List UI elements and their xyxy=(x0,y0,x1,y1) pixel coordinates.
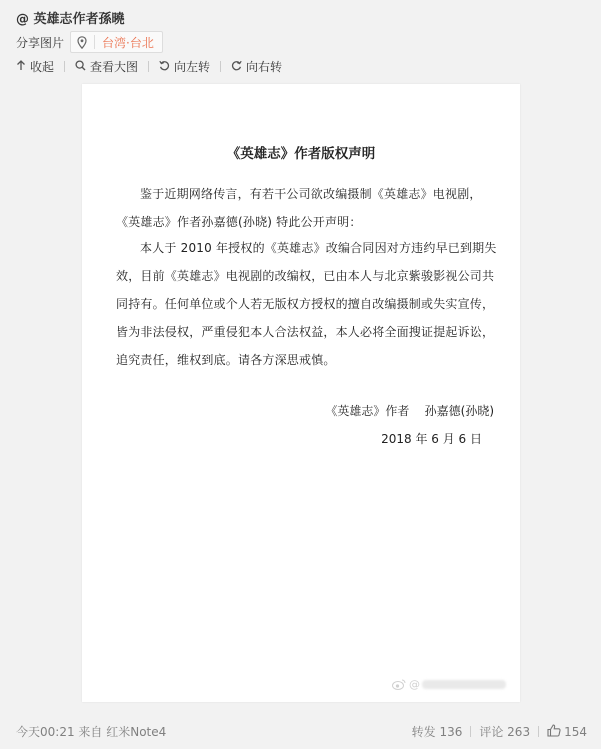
stats-divider xyxy=(538,726,539,737)
rotate-left-label: 向左转 xyxy=(174,60,211,74)
rotate-right-label: 向右转 xyxy=(246,60,283,74)
watermark-at: @ xyxy=(409,678,420,691)
document-paragraph-1: 鉴于近期网络传言，有若干公司欲改编摄制《英雄志》电视剧，《英雄志》作者孙嘉德(孙晓) 特此公开声明： xyxy=(116,187,482,229)
like-count: 154 xyxy=(564,724,587,739)
document-title: 《英雄志》作者版权声明 xyxy=(226,146,376,162)
repost-button[interactable]: 转发 136 xyxy=(411,725,463,739)
rotate-left-icon xyxy=(159,60,174,74)
location-divider xyxy=(94,35,95,49)
post-meta: 今天00:21 来自 红米Note4 xyxy=(16,725,167,739)
document-signature: 《英雄志》作者 孙嘉德(孙晓) xyxy=(325,404,494,418)
watermark-blurred-handle xyxy=(422,680,506,689)
share-row xyxy=(16,31,163,53)
collapse-arrow-icon xyxy=(16,60,30,74)
document-date: 2018 年 6 月 6 日 xyxy=(381,432,482,446)
comment-button[interactable]: 评论 263 xyxy=(479,725,531,739)
thumbs-up-icon xyxy=(547,724,564,740)
weibo-watermark xyxy=(392,675,506,694)
location-tag[interactable] xyxy=(70,31,163,53)
rotate-right-button[interactable] xyxy=(231,58,282,75)
location-pin-icon xyxy=(77,36,87,49)
collapse-label: 收起 xyxy=(30,60,55,74)
rotate-right-icon xyxy=(231,60,246,74)
stats-divider xyxy=(470,726,471,737)
like-button[interactable] xyxy=(547,724,587,740)
magnifier-icon xyxy=(75,60,90,74)
author-line[interactable]: @ 英雄志作者孫曉 xyxy=(16,12,125,27)
statement-image[interactable] xyxy=(82,84,520,702)
view-large-label: 查看大图 xyxy=(90,60,139,74)
action-divider xyxy=(148,61,149,72)
action-divider xyxy=(64,61,65,72)
view-large-button[interactable] xyxy=(75,58,138,75)
weibo-watermark-icon xyxy=(392,675,406,694)
collapse-button[interactable] xyxy=(16,58,54,75)
document-paragraph-2: 本人于 2010 年授权的《英雄志》改编合同因对方违约早已到期失效，目前《英雄志》电视剧的改编权，已由本人与北京紫骏影视公司共同持有。任何单位或个人若无版权方授权的擅自改编摄制或失实宣传，皆为非法侵权，严重侵犯本人合法权益，本人必将全面搜证提起诉讼，追究责任，维权到底。请各方深思戒慎。 xyxy=(116,241,497,367)
image-actions xyxy=(16,58,282,75)
rotate-left-button[interactable] xyxy=(159,58,210,75)
share-label: 分享图片 xyxy=(16,35,65,50)
action-divider xyxy=(220,61,221,72)
location-text[interactable]: 台湾·台北 xyxy=(102,35,154,50)
post-stats xyxy=(412,723,587,740)
